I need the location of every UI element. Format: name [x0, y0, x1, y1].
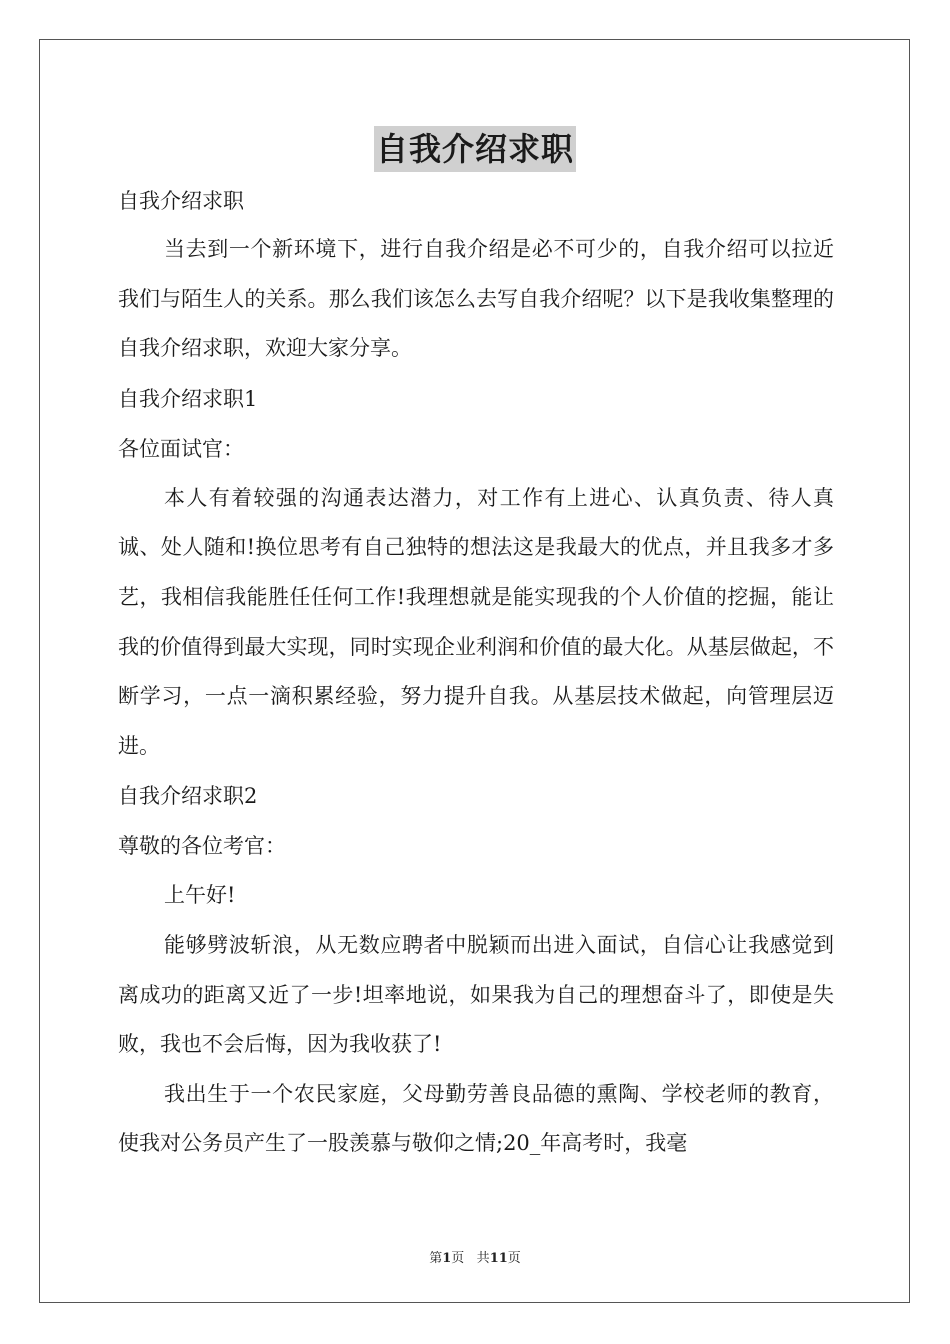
- greeting-paragraph: 上午好!: [164, 883, 236, 908]
- footer-page-suffix: 页: [451, 1251, 465, 1266]
- intro-paragraph: 当去到一个新环境下，进行自我介绍是必不可少的，自我介绍可以拉近我们与陌生人的关系。那么我们该怎么去写自我介绍呢？以下是我收集整理的自我介绍求职，欢迎大家分享。: [118, 237, 834, 361]
- section-heading: 自我介绍求职: [118, 189, 244, 213]
- footer-total-prefix: 共: [476, 1251, 490, 1266]
- footer-total-pages: 11: [489, 1251, 508, 1266]
- page-footer: [0, 1247, 950, 1266]
- salutation: 尊敬的各位考官：: [118, 834, 286, 859]
- footer-page-prefix: 第: [429, 1251, 443, 1266]
- document-body: [118, 176, 834, 1169]
- footer-page-number: 1: [442, 1251, 452, 1266]
- footer-total-suffix: 页: [507, 1251, 521, 1266]
- document-title-text: 自我介绍求职: [374, 126, 576, 172]
- document-title: [0, 126, 950, 172]
- body-paragraph: 能够劈波斩浪，从无数应聘者中脱颖而出进入面试，自信心让我感觉到离成功的距离又近了一步!坦率地说，如果我为自己的理想奋斗了，即使是失败，我也不会后悔，因为我收获了!: [118, 932, 834, 1057]
- section-heading: 自我介绍求职1: [118, 386, 258, 411]
- section-heading: 自我介绍求职2: [118, 784, 258, 809]
- body-paragraph: 我出生于一个农民家庭，父母勤劳善良品德的熏陶、学校老师的教育，使我对公务员产生了一股羡慕与敬仰之情;20_年高考时，我毫: [118, 1081, 834, 1156]
- salutation: 各位面试官：: [118, 436, 244, 461]
- body-paragraph: 本人有着较强的沟通表达潜力，对工作有上进心、认真负责、待人真诚、处人随和!换位思考有自己独特的想法这是我最大的优点，并且我多才多艺，我相信我能胜任任何工作!我理想就是能实现我的个人价值的挖掘，能让我的价值得到最大实现，同时实现企业利润和价值的最大化。从基层做起，不断学习，一点一滴积累经验，努力提升自我。从基层技术做起，向管理层迈进。: [118, 485, 834, 758]
